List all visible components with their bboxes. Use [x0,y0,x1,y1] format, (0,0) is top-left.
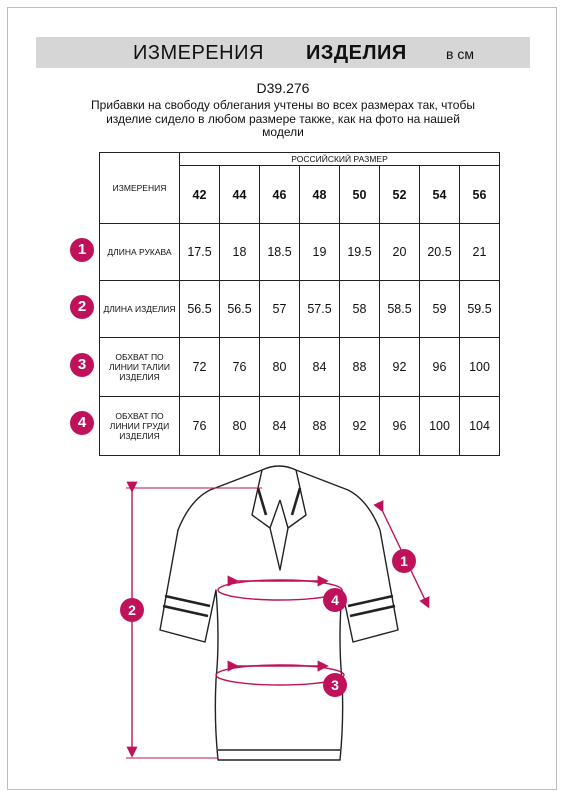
title-unit: в см [446,46,474,62]
table-cell: 58.5 [380,281,420,338]
marker-1 [392,549,416,573]
marker-1-label: 1 [400,553,408,569]
shirt-outline [160,466,398,760]
size-table [99,152,499,454]
diagram-markers [120,549,416,697]
table-cell: 19.5 [340,224,380,281]
marker-3-label: 3 [331,677,339,693]
table-cell: 57.5 [300,281,340,338]
size-group-header: РОССИЙСКИЙ РАЗМЕР [180,153,500,166]
fit-note: Прибавки на свободу облегания учтены во всех размерах так, чтобы изделие сидело в любом размере также, как на фото на нашей модели [91,98,475,139]
table-cell: 17.5 [180,224,220,281]
table-cell: 88 [300,397,340,456]
size-header: 50 [340,166,380,224]
table-cell: 96 [380,397,420,456]
size-header: 46 [260,166,300,224]
table-row [100,224,500,281]
garment-sketch [0,460,566,800]
marker-4-label: 4 [331,592,339,608]
size-header: 48 [300,166,340,224]
measure-lines [126,488,428,758]
size-header: 44 [220,166,260,224]
table-cell: 58 [340,281,380,338]
table-cell: 76 [220,338,260,397]
row-marker-1: 1 [70,238,94,262]
table-cell: 21 [460,224,500,281]
row-label: ДЛИНА ИЗДЕЛИЯ [100,281,180,338]
row-marker-3: 3 [70,353,94,377]
measure-header: ИЗМЕРЕНИЯ [100,153,180,224]
table-cell: 100 [460,338,500,397]
row-marker-2: 2 [70,295,94,319]
table-cell: 96 [420,338,460,397]
marker-2-label: 2 [128,602,136,618]
table-row [100,338,500,397]
table-cell: 59 [420,281,460,338]
table-cell: 84 [260,397,300,456]
table-cell: 18 [220,224,260,281]
row-label: ОБХВАТ ПО ЛИНИИ ТАЛИИ ИЗДЕЛИЯ [100,338,180,397]
table-cell: 72 [180,338,220,397]
size-header: 56 [460,166,500,224]
table-row [100,397,500,456]
table-cell: 59.5 [460,281,500,338]
article-code: D39.276 [256,80,310,96]
size-header: 42 [180,166,220,224]
table-cell: 56.5 [180,281,220,338]
table-cell: 80 [220,397,260,456]
table-cell: 19 [300,224,340,281]
table-cell: 84 [300,338,340,397]
table-cell: 88 [340,338,380,397]
table-cell: 20.5 [420,224,460,281]
table-cell: 76 [180,397,220,456]
table-cell: 92 [380,338,420,397]
title-product: ИЗДЕЛИЯ [306,42,407,64]
row-label: ОБХВАТ ПО ЛИНИИ ГРУДИ ИЗДЕЛИЯ [100,397,180,456]
marker-4 [323,588,347,612]
table-cell: 18.5 [260,224,300,281]
size-header: 52 [380,166,420,224]
marker-3 [323,673,347,697]
table-cell: 80 [260,338,300,397]
row-label: ДЛИНА РУКАВА [100,224,180,281]
table-cell: 92 [340,397,380,456]
marker-2 [120,598,144,622]
row-marker-4: 4 [70,411,94,435]
table-row [100,281,500,338]
title-measurements: ИЗМЕРЕНИЯ [133,42,264,64]
table-cell: 57 [260,281,300,338]
table-cell: 20 [380,224,420,281]
table-cell: 104 [460,397,500,456]
size-header: 54 [420,166,460,224]
table-cell: 56.5 [220,281,260,338]
table-cell: 100 [420,397,460,456]
